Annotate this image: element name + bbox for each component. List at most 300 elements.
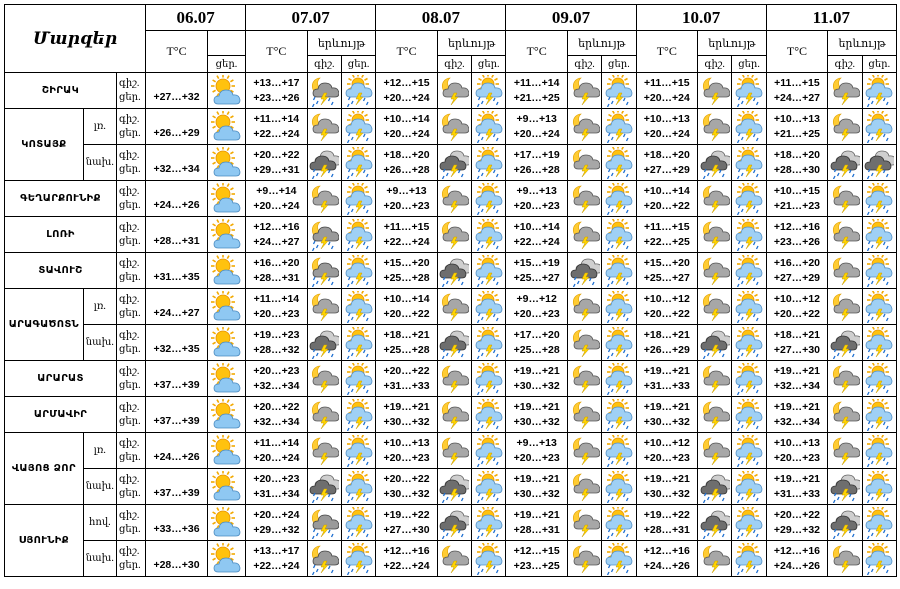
- night-label: գիշ.: [118, 329, 140, 341]
- night-label: գիշ.: [118, 473, 140, 485]
- night-temperature: +19…+22: [383, 508, 430, 521]
- weather-icon-cell: [828, 217, 862, 253]
- table-row: [5, 217, 897, 253]
- night-thunderstorm-icon: [438, 363, 471, 395]
- temperature-header: T°C: [506, 31, 568, 73]
- sun-thunderstorm-rain-icon: [602, 435, 635, 467]
- weather-icon-cell: [828, 541, 862, 577]
- weather-icon-cell: [567, 289, 601, 325]
- cloud-thunderstorm-rain-icon: [438, 507, 471, 539]
- cloud-thunderstorm-rain-icon: [568, 255, 601, 287]
- date-header: 06.07: [146, 5, 246, 31]
- night-label: գիշ.: [118, 149, 140, 161]
- region-name: ԼՈՌԻ: [5, 217, 117, 253]
- day-temperature: +20…+22: [643, 307, 690, 320]
- weather-icon-cell: [307, 469, 341, 505]
- night-temperature: +19…+23: [253, 328, 300, 341]
- day-temperature: +24…+27: [253, 235, 300, 248]
- weather-icon-cell: [307, 325, 341, 361]
- day-temperature: +28…+31: [643, 523, 690, 536]
- weather-icon-cell: [437, 325, 471, 361]
- day-subheader: ցեր.: [862, 56, 897, 73]
- night-thunderstorm-rain-icon: [308, 255, 341, 287]
- temperature-cell: [636, 217, 698, 253]
- night-temperature: +9…+13: [516, 436, 557, 449]
- night-thunderstorm-icon: [308, 183, 341, 215]
- zone-label: նախ.: [83, 145, 116, 181]
- night-thunderstorm-icon: [828, 291, 861, 323]
- weather-icon-cell: [698, 361, 732, 397]
- night-thunderstorm-icon: [568, 543, 601, 575]
- temperature-cell: [246, 253, 308, 289]
- night-thunderstorm-rain-icon: [308, 507, 341, 539]
- sun-thunderstorm-rain-icon: [342, 507, 375, 539]
- night-temperature: +10…+12: [773, 292, 820, 305]
- night-thunderstorm-icon: [308, 399, 341, 431]
- temperature-cell: [246, 217, 308, 253]
- cloud-thunderstorm-rain-icon: [828, 507, 861, 539]
- sun-thunderstorm-rain-icon: [342, 543, 375, 575]
- day-temperature: +20…+23: [513, 451, 560, 464]
- sun-thunderstorm-rain-icon: [472, 183, 505, 215]
- night-thunderstorm-icon: [438, 543, 471, 575]
- night-temperature: +11…+14: [253, 292, 300, 305]
- sun-cloud-icon: [208, 219, 245, 251]
- temperature-header: T°C: [376, 31, 438, 73]
- night-temperature: +19…+21: [643, 472, 690, 485]
- night-day-labels: [116, 217, 145, 253]
- night-thunderstorm-icon: [698, 183, 731, 215]
- region-name: ԳԵՂԱՐՔՈՒՆԻՔ: [5, 181, 117, 217]
- night-thunderstorm-icon: [568, 147, 601, 179]
- weather-icon-cell: [307, 289, 341, 325]
- day-temperature: +30…+32: [513, 379, 560, 392]
- day-temperature: +20…+24: [643, 127, 690, 140]
- temperature-cell: [246, 289, 308, 325]
- night-label: գիշ.: [118, 113, 140, 125]
- night-temperature: +10…+15: [773, 184, 820, 197]
- weather-icon-cell: [307, 397, 341, 433]
- temperature-cell: [376, 505, 438, 541]
- night-temperature: +19…+21: [773, 400, 820, 413]
- weather-icon-cell: [828, 145, 862, 181]
- weather-icon-cell: [207, 73, 245, 109]
- region-name: ԿՈՏԱՅՔ: [5, 109, 84, 181]
- weather-icon-cell: [567, 109, 601, 145]
- weather-icon-cell: [567, 505, 601, 541]
- sky-header: երևույթ: [437, 31, 506, 56]
- night-temperature: +10…+14: [643, 184, 690, 197]
- weather-icon-cell: [698, 181, 732, 217]
- day-temperature: +23…+26: [253, 91, 300, 104]
- temperature-cell: [636, 289, 698, 325]
- sun-thunderstorm-rain-icon: [602, 219, 635, 251]
- night-temperature: +11…+15: [644, 220, 690, 233]
- weather-icon-cell: [828, 109, 862, 145]
- sky-header: երևույթ: [307, 31, 376, 56]
- sun-thunderstorm-rain-icon: [472, 291, 505, 323]
- weather-icon-cell: [567, 361, 601, 397]
- sun-thunderstorm-rain-icon: [342, 435, 375, 467]
- night-thunderstorm-icon: [568, 111, 601, 143]
- night-temperature: +10…+12: [643, 292, 690, 305]
- weather-icon-cell: [732, 361, 766, 397]
- night-temperature: +19…+21: [513, 400, 560, 413]
- sun-cloud-icon: [208, 111, 245, 143]
- temperature-cell: [376, 181, 438, 217]
- temperature-cell: [246, 325, 308, 361]
- cloud-thunderstorm-rain-icon: [438, 327, 471, 359]
- weather-icon-cell: [207, 397, 245, 433]
- weather-icon-cell: [828, 397, 862, 433]
- weather-icon-cell: [828, 361, 862, 397]
- temperature-cell: [766, 541, 828, 577]
- sky-header: երևույթ: [698, 31, 767, 56]
- night-temperature: +12…+16: [643, 544, 690, 557]
- weather-icon-cell: [307, 109, 341, 145]
- sun-cloud-icon: [208, 507, 245, 539]
- night-temperature: +18…+21: [643, 328, 690, 341]
- weather-icon-cell: [437, 541, 471, 577]
- temperature-cell: [766, 145, 828, 181]
- day-label: ցեր.: [118, 91, 141, 103]
- temperature-cell: [766, 181, 828, 217]
- temperature-cell: [376, 109, 438, 145]
- weather-icon-cell: [698, 145, 732, 181]
- day-temperature: +28…+31: [513, 523, 560, 536]
- night-thunderstorm-icon: [698, 75, 731, 107]
- zone-label: լռ.: [83, 109, 116, 145]
- table-row: [5, 433, 897, 469]
- day-temperature: +24…+26: [146, 433, 208, 469]
- zone-label: նախ.: [83, 469, 116, 505]
- night-thunderstorm-icon: [438, 291, 471, 323]
- day-temperature: +25…+28: [383, 271, 430, 284]
- forecast-table: [4, 4, 897, 577]
- weather-icon-cell: [341, 289, 375, 325]
- day-temperature: +25…+28: [513, 343, 560, 356]
- sun-cloud-icon: [208, 471, 245, 503]
- weather-icon-cell: [207, 181, 245, 217]
- temperature-cell: [246, 505, 308, 541]
- weather-icon-cell: [341, 325, 375, 361]
- temperature-cell: [636, 505, 698, 541]
- weather-icon-cell: [472, 73, 506, 109]
- weather-icon-cell: [602, 109, 636, 145]
- night-temperature: +20…+22: [773, 508, 820, 521]
- weather-icon-cell: [207, 289, 245, 325]
- weather-icon-cell: [341, 469, 375, 505]
- weather-icon-cell: [862, 433, 897, 469]
- weather-icon-cell: [472, 469, 506, 505]
- day-temperature: +27…+29: [643, 163, 690, 176]
- weather-icon-cell: [437, 505, 471, 541]
- weather-icon-cell: [341, 397, 375, 433]
- table-row: [5, 505, 897, 541]
- weather-icon-cell: [437, 109, 471, 145]
- sun-cloud-icon: [208, 183, 245, 215]
- cloud-thunderstorm-rain-icon: [698, 471, 731, 503]
- weather-icon-cell: [472, 325, 506, 361]
- table-row: [5, 361, 897, 397]
- temperature-cell: [376, 253, 438, 289]
- day-temperature: +30…+32: [383, 415, 430, 428]
- weather-icon-cell: [567, 397, 601, 433]
- region-name: ԱՐԱԳԱԾՈՏՆ: [5, 289, 84, 361]
- weather-icon-cell: [828, 325, 862, 361]
- sun-thunderstorm-rain-icon: [602, 255, 635, 287]
- weather-icon-cell: [472, 253, 506, 289]
- sun-cloud-icon: [208, 399, 245, 431]
- night-temperature: +9…+13: [516, 112, 557, 125]
- weather-icon-cell: [437, 217, 471, 253]
- weather-icon-cell: [567, 433, 601, 469]
- temperature-header: T°C: [636, 31, 698, 73]
- temperature-cell: [766, 325, 828, 361]
- temperature-cell: [376, 289, 438, 325]
- cloud-thunderstorm-rain-icon: [863, 147, 897, 179]
- night-temperature: +20…+24: [253, 508, 300, 521]
- night-temperature: +19…+21: [643, 400, 690, 413]
- sun-thunderstorm-rain-icon: [732, 435, 765, 467]
- sun-cloud-icon: [208, 255, 245, 287]
- weather-icon-cell: [732, 73, 766, 109]
- night-temperature: +10…+13: [643, 112, 690, 125]
- temperature-cell: [376, 73, 438, 109]
- day-temperature: +22…+24: [253, 127, 300, 140]
- weather-icon-cell: [698, 253, 732, 289]
- temperature-cell: [636, 325, 698, 361]
- sun-thunderstorm-rain-icon: [732, 183, 765, 215]
- temperature-cell: [766, 397, 828, 433]
- sun-thunderstorm-rain-icon: [602, 75, 635, 107]
- weather-icon-cell: [602, 181, 636, 217]
- weather-icon-cell: [862, 325, 897, 361]
- day-temperature: +25…+27: [513, 271, 560, 284]
- cloud-thunderstorm-rain-icon: [828, 327, 861, 359]
- weather-icon-cell: [567, 217, 601, 253]
- day-temperature: +32…+34: [253, 379, 300, 392]
- night-thunderstorm-icon: [568, 75, 601, 107]
- night-temperature: +20…+23: [253, 364, 300, 377]
- night-temperature: +17…+20: [513, 328, 560, 341]
- weather-icon-cell: [862, 181, 897, 217]
- day-temperature: +20…+23: [513, 307, 560, 320]
- day-label: ցեր.: [118, 415, 141, 427]
- weather-icon-cell: [732, 253, 766, 289]
- sun-thunderstorm-rain-icon: [472, 75, 505, 107]
- region-name: ՇԻՐԱԿ: [5, 73, 117, 109]
- night-temperature: +10…+13: [773, 436, 820, 449]
- weather-icon-cell: [567, 541, 601, 577]
- weather-icon-cell: [472, 361, 506, 397]
- sun-thunderstorm-rain-icon: [472, 255, 505, 287]
- night-thunderstorm-icon: [568, 471, 601, 503]
- sun-thunderstorm-rain-icon: [602, 543, 635, 575]
- night-temperature: +10…+12: [643, 436, 690, 449]
- temperature-cell: [376, 433, 438, 469]
- night-thunderstorm-rain-icon: [308, 75, 341, 107]
- table-row: [5, 181, 897, 217]
- sun-thunderstorm-rain-icon: [342, 399, 375, 431]
- temperature-cell: [246, 397, 308, 433]
- temperature-cell: [506, 145, 568, 181]
- night-temperature: +19…+21: [383, 400, 430, 413]
- day-subheader: ցեր.: [602, 56, 636, 73]
- cloud-thunderstorm-rain-icon: [308, 471, 341, 503]
- night-temperature: +18…+21: [773, 328, 820, 341]
- temperature-cell: [246, 541, 308, 577]
- night-temperature: +9…+13: [516, 184, 557, 197]
- sun-thunderstorm-rain-icon: [342, 291, 375, 323]
- day-temperature: +25…+27: [643, 271, 690, 284]
- weather-icon-cell: [437, 181, 471, 217]
- temperature-cell: [766, 469, 828, 505]
- weather-icon-cell: [472, 541, 506, 577]
- weather-icon-cell: [567, 181, 601, 217]
- night-temperature: +13…+17: [253, 76, 300, 89]
- weather-icon-cell: [732, 505, 766, 541]
- day-temperature: +20…+22: [383, 307, 430, 320]
- night-label: գիշ.: [118, 401, 140, 413]
- temperature-cell: [766, 109, 828, 145]
- day-temperature: +32…+34: [253, 415, 300, 428]
- weather-icon-cell: [862, 73, 897, 109]
- day-temperature: +24…+26: [146, 181, 208, 217]
- sun-thunderstorm-rain-icon: [472, 543, 505, 575]
- table-row: [5, 541, 897, 577]
- temperature-cell: [376, 217, 438, 253]
- weather-icon-cell: [307, 217, 341, 253]
- sun-cloud-icon: [208, 291, 245, 323]
- night-thunderstorm-icon: [308, 111, 341, 143]
- night-thunderstorm-icon: [828, 75, 861, 107]
- weather-icon-cell: [862, 253, 897, 289]
- day-temperature: +31…+33: [773, 487, 820, 500]
- night-temperature: +11…+14: [253, 112, 300, 125]
- zone-label: նախ.: [83, 541, 116, 577]
- sun-thunderstorm-rain-icon: [342, 327, 375, 359]
- weather-icon-cell: [828, 469, 862, 505]
- night-thunderstorm-icon: [308, 291, 341, 323]
- day-temperature: +27…+30: [383, 523, 430, 536]
- day-temperature: +30…+32: [513, 487, 560, 500]
- day-temperature: +27…+30: [773, 343, 820, 356]
- sun-thunderstorm-rain-icon: [732, 399, 765, 431]
- weather-icon-cell: [698, 469, 732, 505]
- day-label: ցեր.: [118, 235, 141, 247]
- temperature-header: T°C: [146, 31, 208, 73]
- night-temperature: +13…+17: [253, 544, 300, 557]
- temperature-cell: [636, 109, 698, 145]
- cloud-thunderstorm-rain-icon: [438, 471, 471, 503]
- sun-cloud-icon: [208, 147, 245, 179]
- weather-icon-cell: [698, 217, 732, 253]
- night-temperature: +19…+21: [513, 508, 560, 521]
- sun-thunderstorm-rain-icon: [602, 183, 635, 215]
- weather-icon-cell: [732, 217, 766, 253]
- day-temperature: +27…+29: [773, 271, 820, 284]
- sun-thunderstorm-rain-icon: [472, 399, 505, 431]
- weather-icon-cell: [828, 505, 862, 541]
- weather-icon-cell: [207, 433, 245, 469]
- sun-thunderstorm-rain-icon: [472, 111, 505, 143]
- day-temperature: +28…+30: [146, 541, 208, 577]
- weather-icon-cell: [437, 253, 471, 289]
- sun-thunderstorm-rain-icon: [342, 183, 375, 215]
- table-row: [5, 145, 897, 181]
- night-day-labels: [116, 361, 145, 397]
- sun-cloud-icon: [208, 435, 245, 467]
- sun-thunderstorm-rain-icon: [732, 327, 765, 359]
- temperature-cell: [636, 361, 698, 397]
- day-label: ցեր.: [118, 199, 141, 211]
- cloud-thunderstorm-rain-icon: [308, 147, 341, 179]
- weather-icon-cell: [341, 73, 375, 109]
- sun-thunderstorm-rain-icon: [732, 111, 765, 143]
- day-temperature: +29…+31: [253, 163, 300, 176]
- sun-thunderstorm-rain-icon: [863, 399, 897, 431]
- weather-icon-cell: [437, 289, 471, 325]
- day-temperature: +22…+24: [383, 235, 430, 248]
- night-temperature: +19…+21: [773, 472, 820, 485]
- sun-thunderstorm-rain-icon: [342, 255, 375, 287]
- weather-icon-cell: [437, 397, 471, 433]
- sun-thunderstorm-rain-icon: [472, 327, 505, 359]
- night-temperature: +18…+21: [383, 328, 430, 341]
- day-temperature: +20…+24: [383, 127, 430, 140]
- night-label: գիշ.: [118, 185, 140, 197]
- weather-icon-cell: [472, 289, 506, 325]
- sun-thunderstorm-rain-icon: [342, 471, 375, 503]
- weather-icon-cell: [698, 325, 732, 361]
- weather-icon-cell: [602, 541, 636, 577]
- night-temperature: +10…+14: [383, 112, 430, 125]
- day-temperature: +37…+39: [146, 361, 208, 397]
- weather-icon-cell: [207, 361, 245, 397]
- day-temperature: +32…+34: [146, 145, 208, 181]
- temperature-cell: [766, 217, 828, 253]
- temperature-header: T°C: [766, 31, 828, 73]
- temperature-cell: [766, 73, 828, 109]
- temperature-cell: [246, 361, 308, 397]
- weather-icon-cell: [602, 145, 636, 181]
- night-day-labels: [116, 73, 145, 109]
- region-name: ՎԱՅՈՑ ՁՈՐ: [5, 433, 84, 505]
- date-header: 07.07: [246, 5, 376, 31]
- night-thunderstorm-icon: [698, 111, 731, 143]
- weather-icon-cell: [732, 541, 766, 577]
- weather-icon-cell: [732, 289, 766, 325]
- weather-icon-cell: [602, 73, 636, 109]
- day-temperature: +22…+24: [383, 559, 430, 572]
- day-temperature: +20…+24: [643, 91, 690, 104]
- sky-header: երևույթ: [828, 31, 897, 56]
- night-day-labels: [116, 325, 145, 361]
- day-temperature: +20…+24: [253, 451, 300, 464]
- night-thunderstorm-icon: [698, 363, 731, 395]
- weather-icon-cell: [732, 145, 766, 181]
- weather-icon-cell: [341, 145, 375, 181]
- night-temperature: +12…+16: [773, 544, 820, 557]
- weather-icon-cell: [472, 109, 506, 145]
- temperature-cell: [636, 469, 698, 505]
- zone-label: հով.: [83, 505, 116, 541]
- day-temperature: +20…+24: [513, 127, 560, 140]
- night-subheader: գիշ.: [567, 56, 601, 73]
- temperature-cell: [506, 253, 568, 289]
- table-row: [5, 253, 897, 289]
